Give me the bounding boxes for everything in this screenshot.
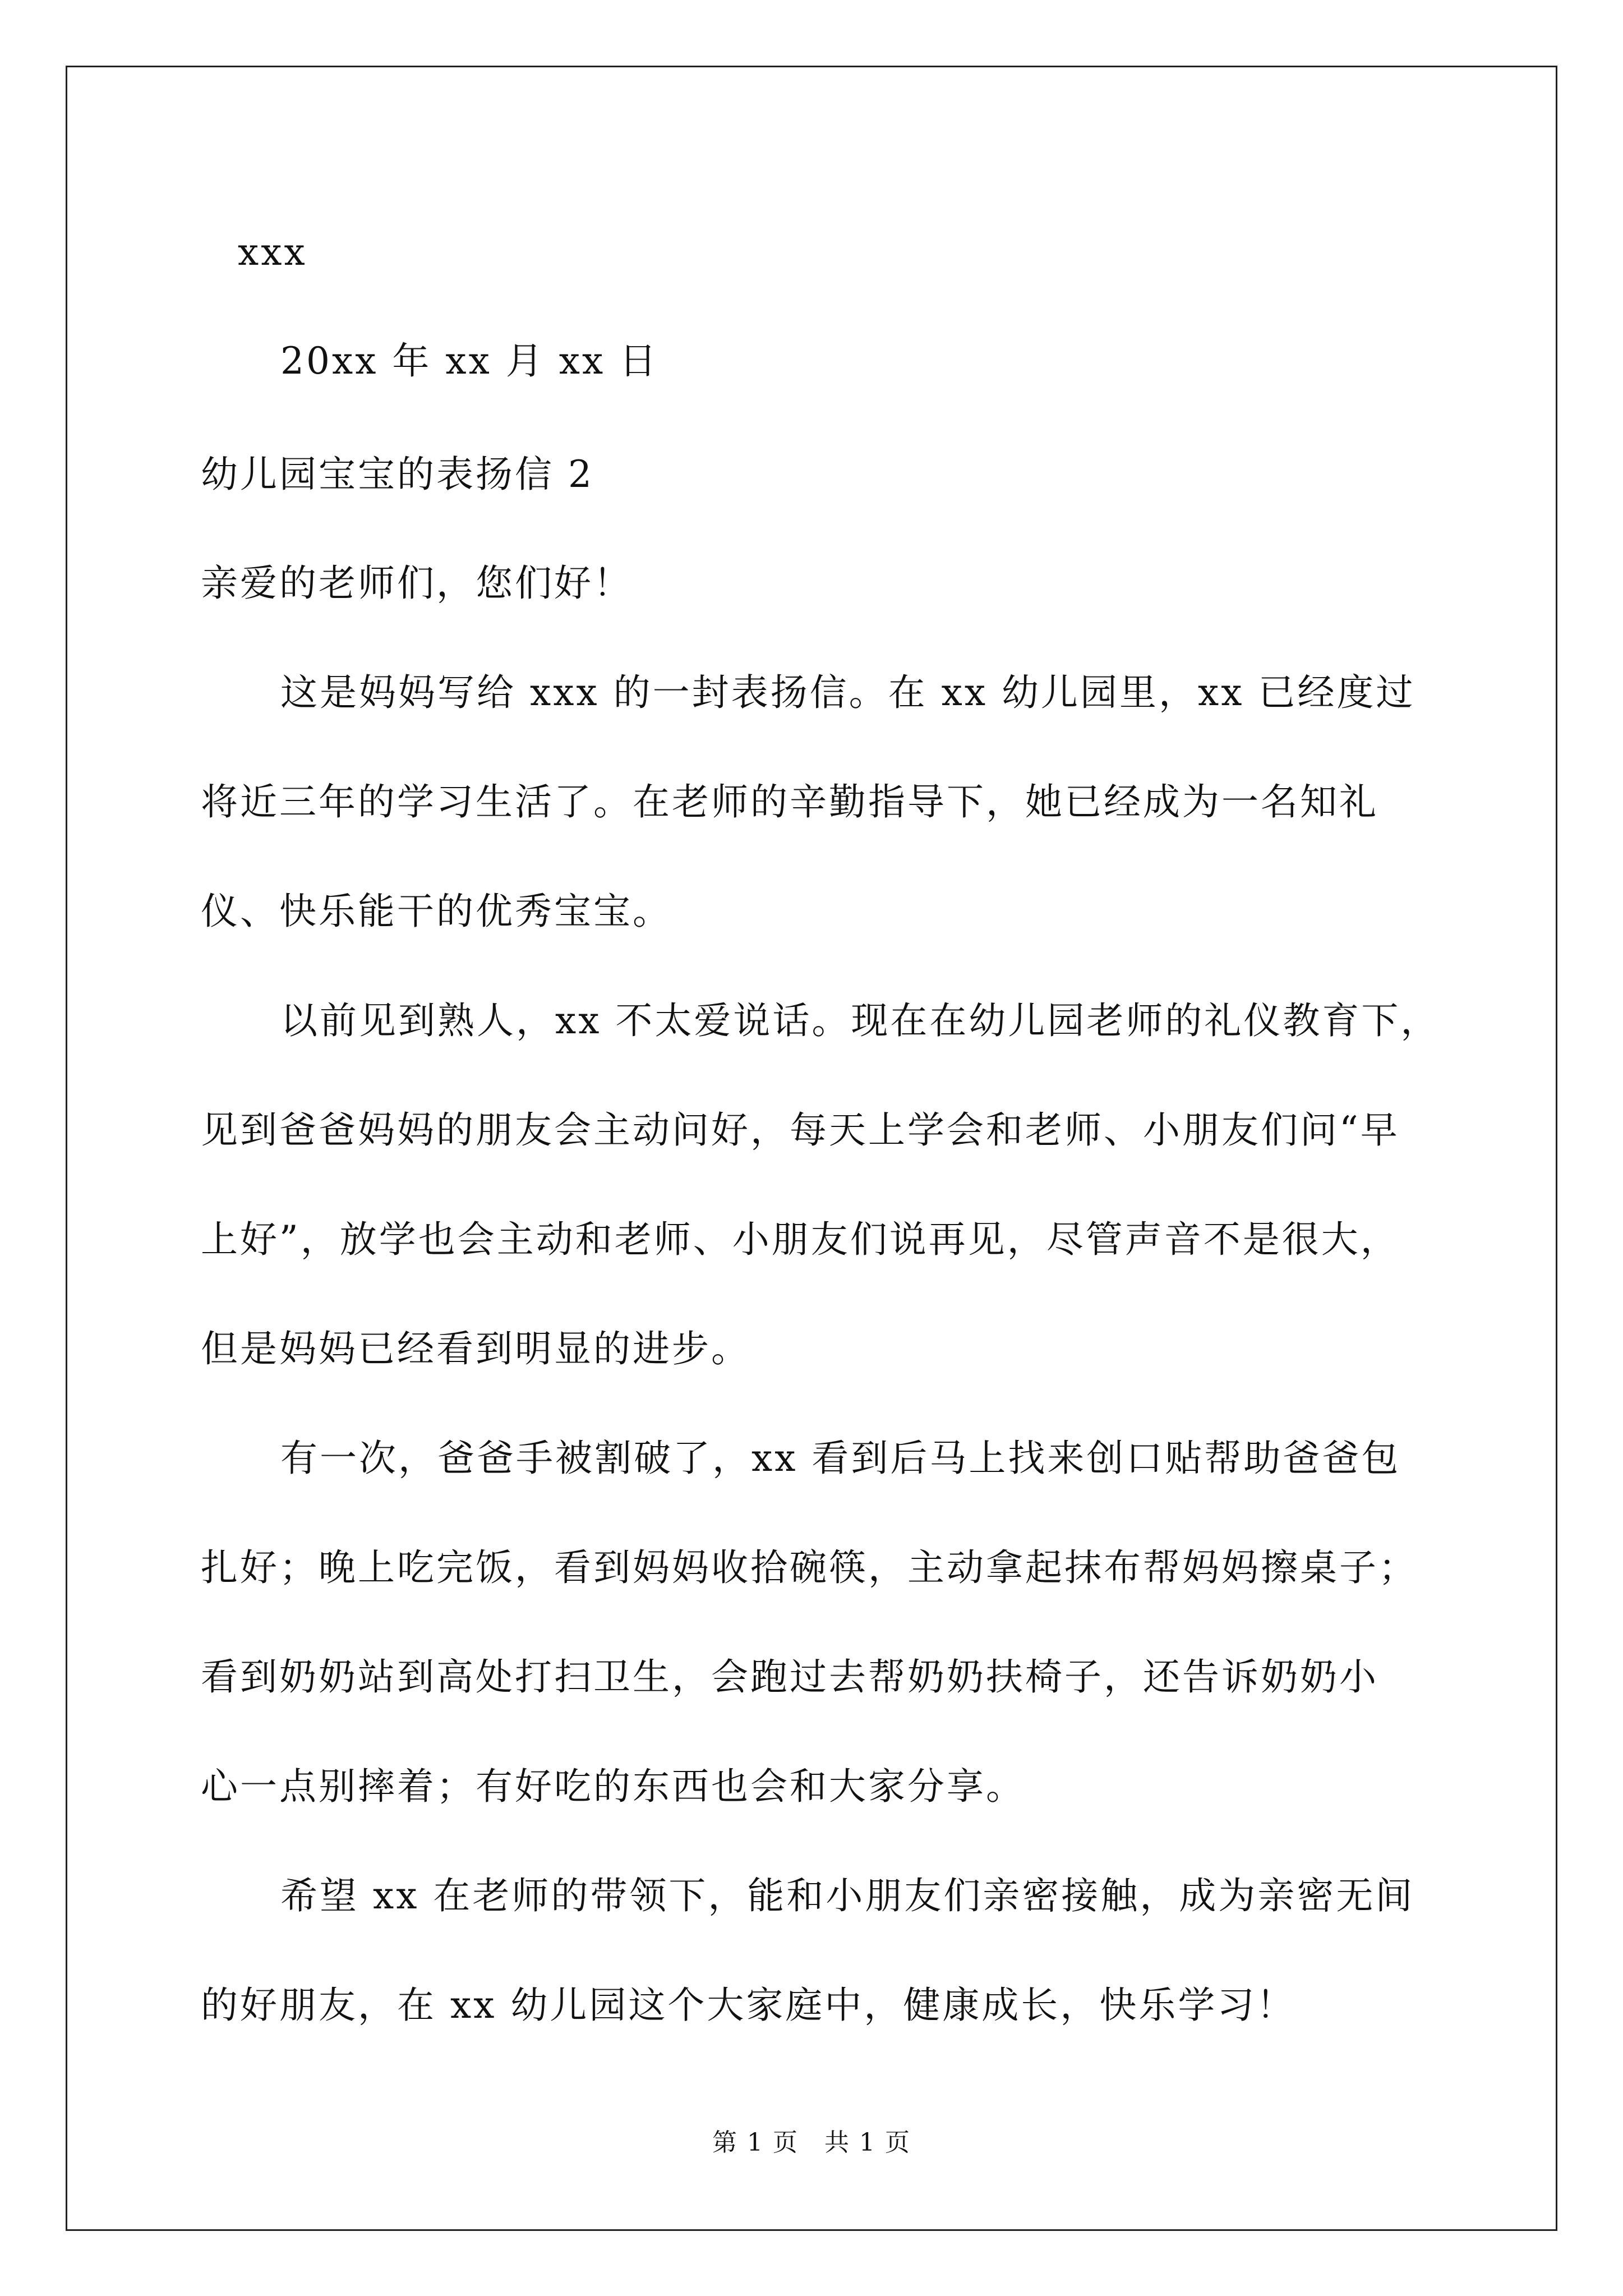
signer-name: xxx — [238, 231, 307, 274]
body-line: 扎好；晚上吃完饭，看到妈妈收拾碗筷，主动拿起抹布帮妈妈擦桌子； — [201, 1546, 1418, 1589]
body-line: 仪、快乐能干的优秀宝宝。 — [201, 890, 672, 933]
body-line: 有一次，爸爸手被割破了，xx 看到后马上找来创口贴帮助爸爸包 — [280, 1437, 1401, 1480]
body-line: 见到爸爸妈妈的朋友会主动问好，每天上学会和老师、小朋友们问“早 — [201, 1108, 1400, 1152]
body-line: 心一点别摔着；有好吃的东西也会和大家分享。 — [201, 1765, 1025, 1808]
page-footer: 第 1 页 共 1 页 — [712, 2128, 911, 2157]
body-line: 这是妈妈写给 xxx 的一封表扬信。在 xx 幼儿园里，xx 已经度过 — [280, 671, 1415, 714]
body-line: 上好”，放学也会主动和老师、小朋友们说再见，尽管声音不是很大， — [201, 1218, 1400, 1261]
letter-greeting: 亲爱的老师们，您们好！ — [201, 562, 633, 605]
letter-date: 20xx 年 xx 月 xx 日 — [280, 339, 659, 383]
body-line: 的好朋友，在 xx 幼儿园这个大家庭中，健康成长，快乐学习！ — [201, 1984, 1296, 2027]
letter-title: 幼儿园宝宝的表扬信 2 — [201, 453, 594, 496]
body-line: 将近三年的学习生活了。在老师的辛勤指导下，她已经成为一名知礼 — [201, 780, 1378, 823]
body-line: 以前见到熟人，xx 不太爱说话。现在在幼儿园老师的礼仪教育下， — [280, 999, 1440, 1042]
body-line: 希望 xx 在老师的带领下，能和小朋友们亲密接触，成为亲密无间 — [280, 1874, 1415, 1917]
body-line: 但是妈妈已经看到明显的进步。 — [201, 1327, 750, 1370]
body-line: 看到奶奶站到高处打扫卫生，会跑过去帮奶奶扶椅子，还告诉奶奶小 — [201, 1655, 1378, 1699]
